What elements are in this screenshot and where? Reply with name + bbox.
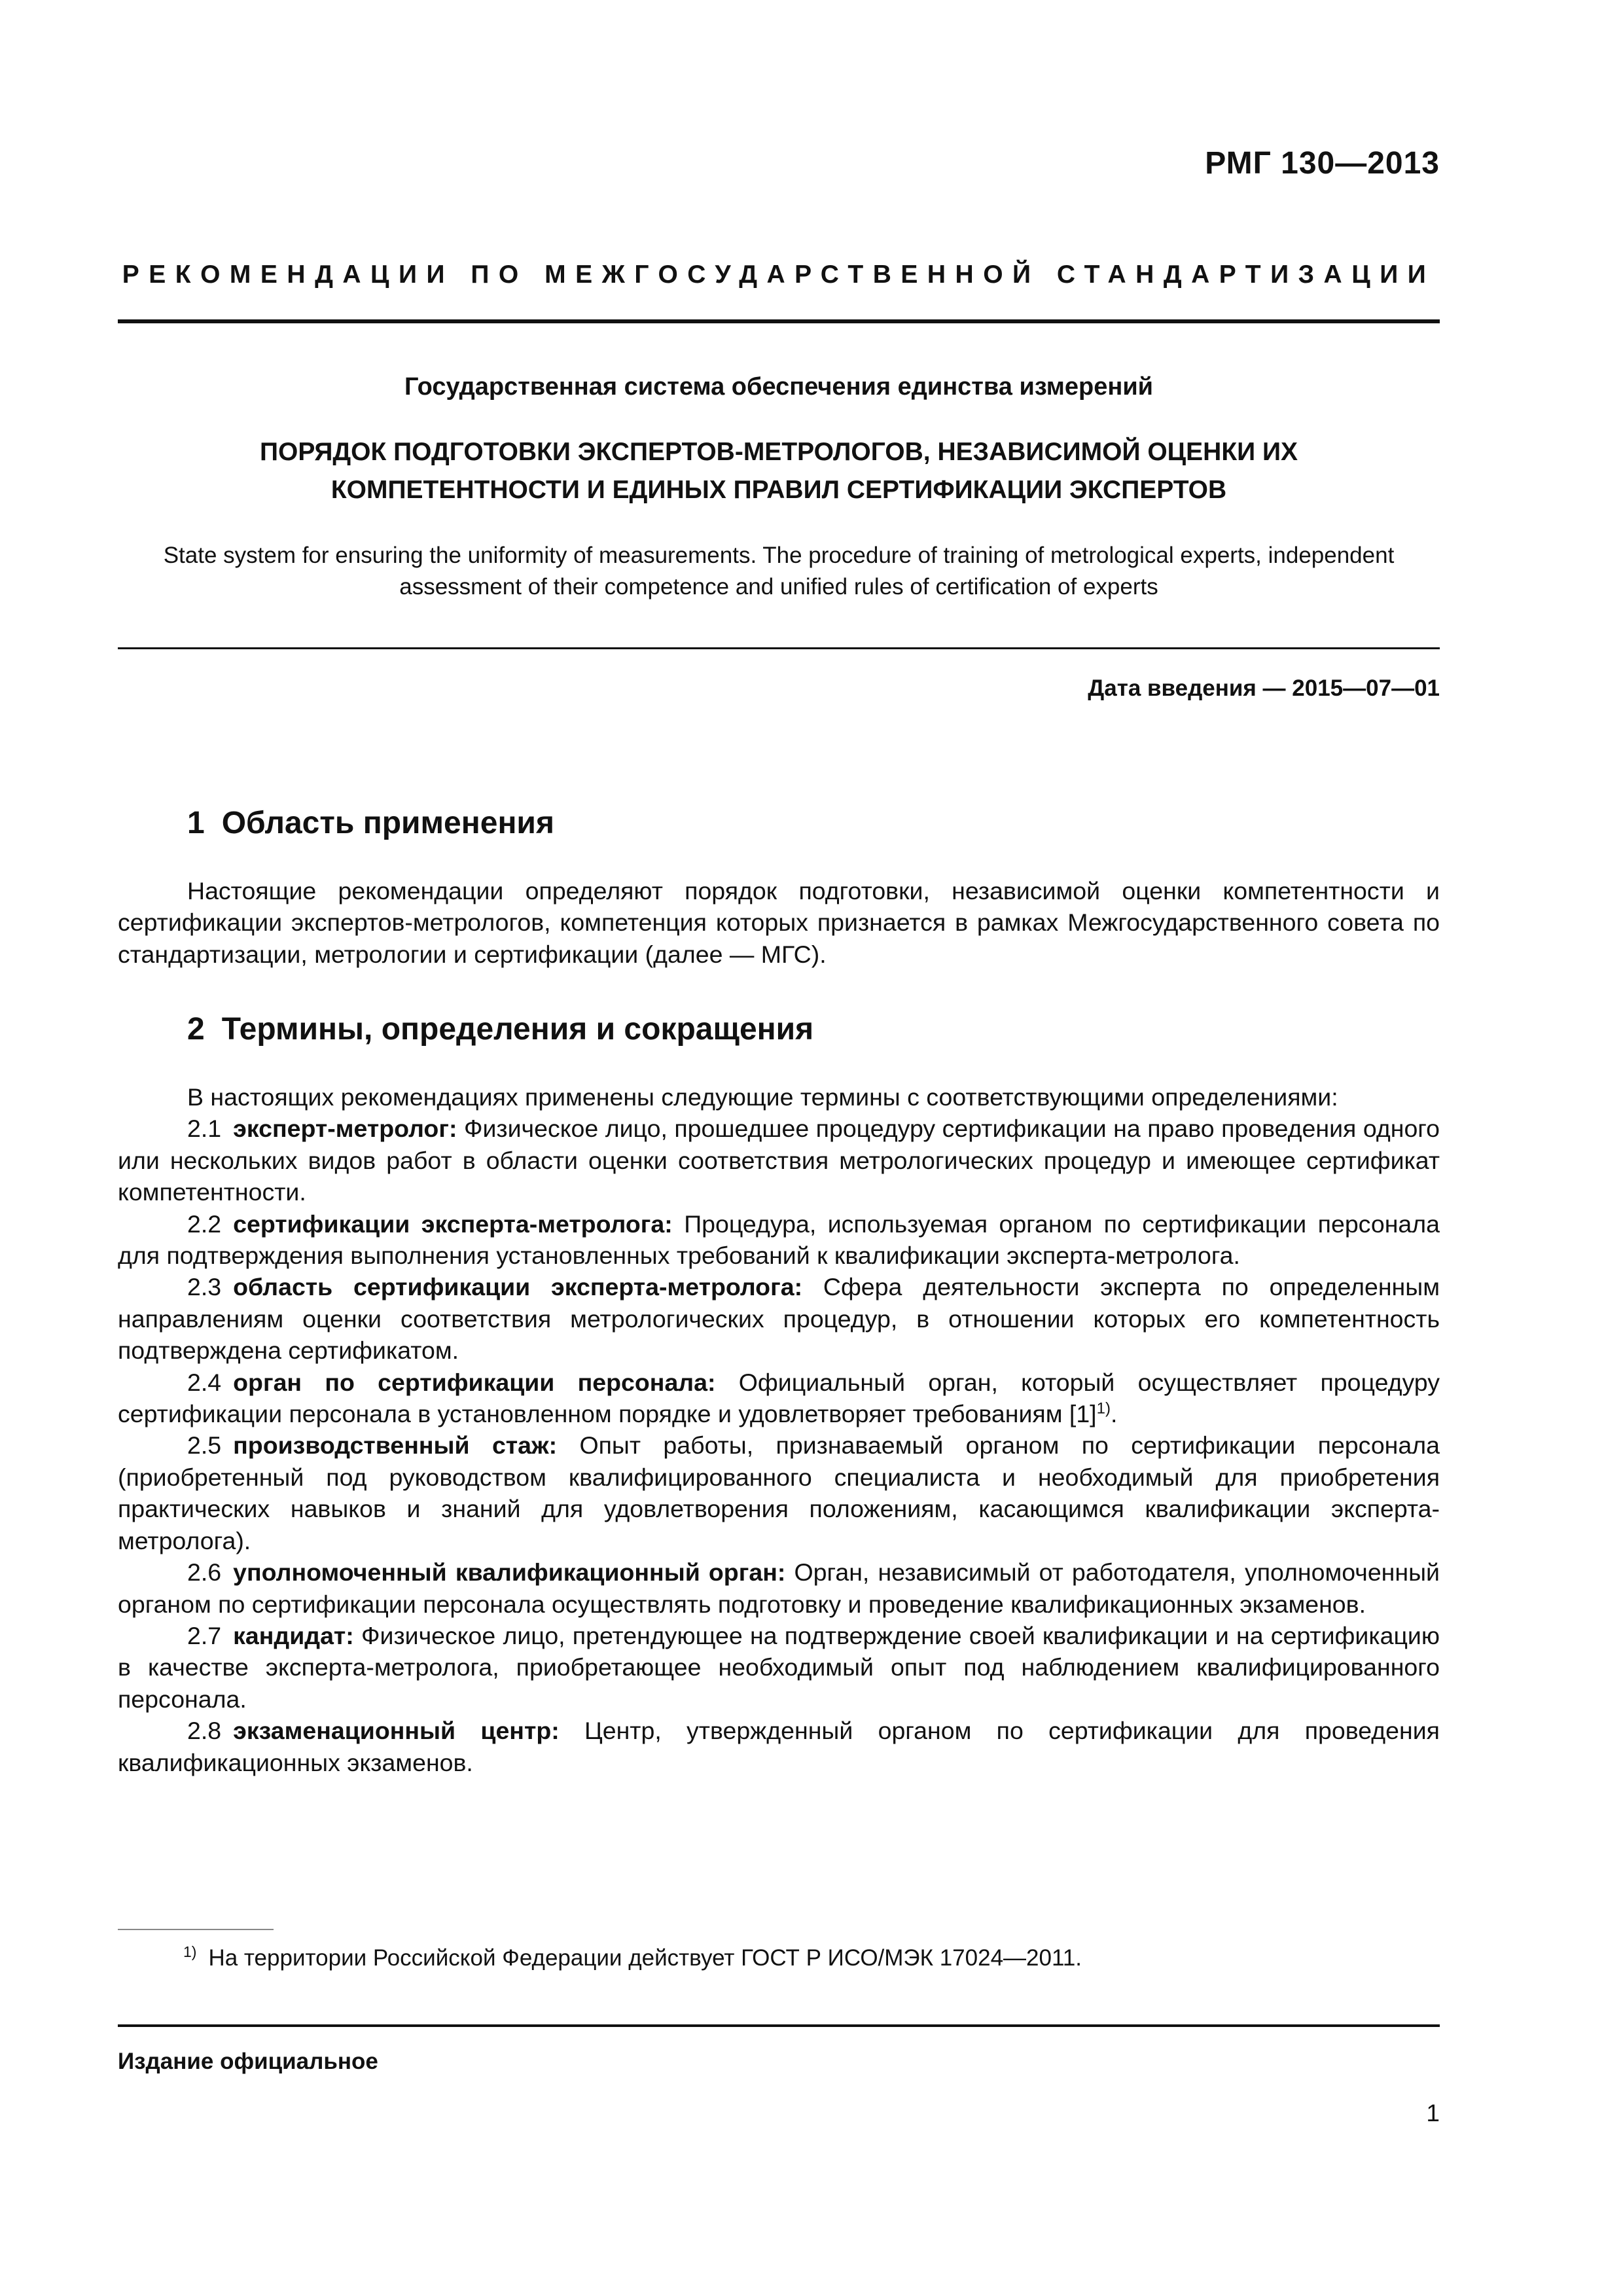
term-number: 2.7 bbox=[187, 1621, 222, 1649]
section-2-body bbox=[118, 1081, 1440, 1778]
term-name: производственный стаж: bbox=[233, 1431, 558, 1460]
section-2-title: Термины, определения и сокращения bbox=[221, 1012, 814, 1047]
document-page bbox=[118, 0, 1440, 2296]
section-2-number: 2 bbox=[187, 1012, 205, 1047]
english-title bbox=[118, 540, 1440, 603]
main-title-line-1: ПОРЯДОК ПОДГОТОВКИ ЭКСПЕРТОВ-МЕТРОЛОГОВ, НЕЗАВИСИМОЙ ОЦЕНКИ ИХ bbox=[259, 438, 1298, 466]
section-2-intro: В настоящих рекомендациях применены следующие термины с соответствующими определениями: bbox=[187, 1083, 1338, 1111]
page-number: 1 bbox=[1426, 2100, 1440, 2126]
document-code: РМГ 130—2013 bbox=[1205, 146, 1440, 181]
term-number: 2.8 bbox=[187, 1717, 222, 1745]
series-title: РЕКОМЕНДАЦИИ ПО МЕЖГОСУДАРСТВЕННОЙ СТАНДАРТИЗАЦИИ bbox=[122, 260, 1436, 289]
term-name: кандидат: bbox=[233, 1621, 354, 1649]
term-2-4 bbox=[118, 1367, 1440, 1430]
term-definition: Процедура, используемая органом по сертификации персонала для подтверждения выполнения установленных требований к квалификации эксперта-метролога. bbox=[118, 1210, 1440, 1270]
introduction-date: Дата введения — 2015—07—01 bbox=[1088, 675, 1440, 701]
term-definition: Опыт работы, признаваемый органом по сертификации персонала (приобретенный под руководством квалифицированного специалиста и необходимый для приобретения практических навыков и знаний для удовлетворения положениям, касающимся квалификации эксперта-метролога). bbox=[118, 1431, 1440, 1554]
footnote-divider bbox=[118, 1929, 274, 1930]
term-number: 2.3 bbox=[187, 1273, 222, 1301]
term-2-2 bbox=[118, 1208, 1440, 1272]
footer-divider bbox=[118, 2024, 1440, 2027]
section-1-heading bbox=[187, 805, 554, 841]
term-definition: Физическое лицо, претендующее на подтверждение своей квалификации и на сертификацию в качестве эксперта-метролога, приобретающее необходимый опыт под наблюдением квалифицированного персонала. bbox=[118, 1621, 1440, 1713]
term-number: 2.2 bbox=[187, 1210, 222, 1238]
term-2-7 bbox=[118, 1620, 1440, 1715]
footnote-text: На территории Российской Федерации действует ГОСТ Р ИСО/МЭК 17024—2011. bbox=[208, 1945, 1082, 1971]
term-definition: Сфера деятельности эксперта по определенным направлениям оценки соответствия метрологических процедур, в отношении которых его компетентность подтверждена сертификатом. bbox=[118, 1273, 1440, 1365]
term-number: 2.5 bbox=[187, 1431, 222, 1460]
main-title bbox=[118, 433, 1440, 509]
term-number: 2.4 bbox=[187, 1368, 222, 1396]
header-divider bbox=[118, 319, 1440, 323]
term-name: уполномоченный квалификационный орган: bbox=[233, 1558, 786, 1587]
system-title: Государственная система обеспечения единства измерений bbox=[404, 373, 1154, 401]
term-definition: Физическое лицо, прошедшее процедуру сертификации на право проведения одного или нескольких видов работ в области оценки соответствия метрологических процедур и имеющее сертификат компетентности. bbox=[118, 1115, 1440, 1206]
footnote-mark: 1) bbox=[183, 1943, 197, 1961]
section-1-paragraph: Настоящие рекомендации определяют порядок подготовки, независимой оценки компетентности и сертификации экспертов-метрологов, компетенция которых признается в рамках Межгосударственного совета по стандартизации, метрологии и сертификации (далее — МГС). bbox=[118, 877, 1440, 968]
term-number: 2.6 bbox=[187, 1558, 222, 1587]
term-2-3 bbox=[118, 1271, 1440, 1366]
term-name: сертификации эксперта-метролога: bbox=[233, 1210, 673, 1238]
title-divider bbox=[118, 647, 1440, 649]
section-1-number: 1 bbox=[187, 806, 205, 840]
term-name: эксперт-метролог: bbox=[233, 1115, 457, 1143]
term-name: экзаменационный центр: bbox=[233, 1717, 560, 1745]
edition-label: Издание официальное bbox=[118, 2049, 378, 2074]
english-title-line-2: assessment of their competence and unified rules of certification of experts bbox=[399, 574, 1158, 600]
footnote-reference: 1) bbox=[1096, 1399, 1111, 1418]
term-name: область сертификации эксперта-метролога: bbox=[233, 1273, 803, 1301]
footnote bbox=[183, 1945, 1082, 1971]
term-definition: Центр, утвержденный органом по сертификации для проведения квалификационных экзаменов. bbox=[118, 1717, 1440, 1776]
term-2-8 bbox=[118, 1715, 1440, 1778]
section-1-title: Область применения bbox=[221, 806, 554, 840]
term-definition-end: . bbox=[1110, 1400, 1118, 1428]
term-definition: Официальный орган, который осуществляет процедуру сертификации персонала в установленном порядке и удовлетворяет требованиям [1] bbox=[118, 1368, 1440, 1428]
term-definition: Орган, независимый от работодателя, уполномоченный органом по сертификации персонала осуществлять подготовку и проведение квалификационных экзаменов. bbox=[118, 1558, 1440, 1618]
term-2-6 bbox=[118, 1556, 1440, 1620]
section-1-body bbox=[118, 875, 1440, 970]
term-name: орган по сертификации персонала: bbox=[233, 1368, 716, 1396]
english-title-line-1: State system for ensuring the uniformity of measurements. The procedure of training of metrological experts, independent bbox=[163, 543, 1395, 568]
section-2-heading bbox=[187, 1011, 813, 1047]
term-2-5 bbox=[118, 1429, 1440, 1556]
main-title-line-2: КОМПЕТЕНТНОСТИ И ЕДИНЫХ ПРАВИЛ СЕРТИФИКАЦИИ ЭКСПЕРТОВ bbox=[330, 476, 1227, 504]
term-2-1 bbox=[118, 1113, 1440, 1208]
term-number: 2.1 bbox=[187, 1115, 222, 1143]
